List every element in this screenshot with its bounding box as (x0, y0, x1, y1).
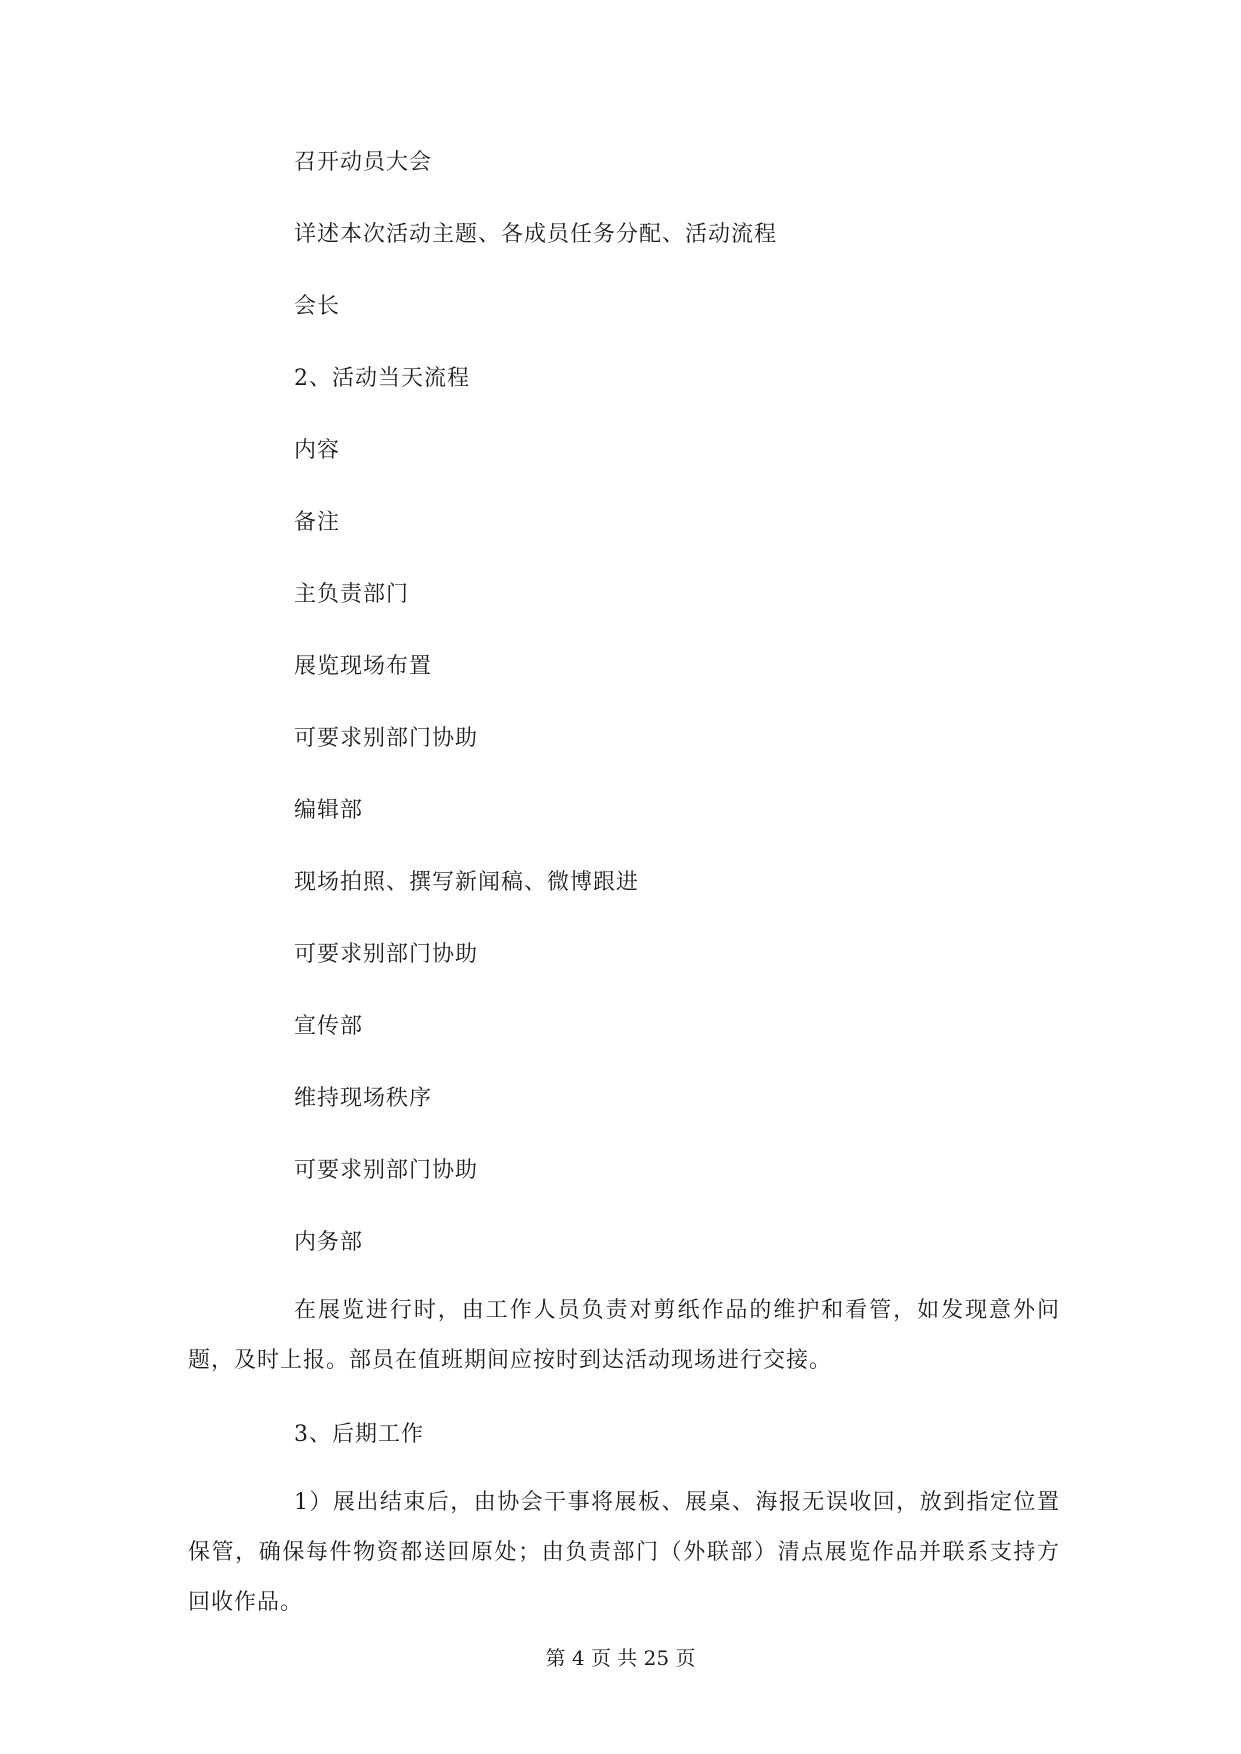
text-line: 可要求别部门协助 (294, 1158, 479, 1183)
text-line: 内容 (294, 438, 341, 463)
text-line: 内务部 (294, 1230, 364, 1255)
text-line: 编辑部 (294, 798, 364, 823)
text-line: 会长 (294, 294, 341, 319)
paragraph-post-work: 1）展出结束后，由协会干事将展板、展桌、海报无误收回，放到指定位置保管，确保每件物资都送回原处；由负责部门（外联部）清点展览作品并联系支持方回收作品。 (188, 1490, 1060, 1615)
text-line: 召开动员大会 (294, 150, 433, 175)
section-heading: 3、后期工作 (294, 1422, 424, 1447)
text-line: 维持现场秩序 (294, 1086, 433, 1111)
text-line: 宣传部 (294, 1014, 364, 1039)
text-line: 详述本次活动主题、各成员任务分配、活动流程 (294, 222, 778, 247)
page-footer: 第 4 页 共 25 页 (545, 1646, 696, 1670)
text-line: 备注 (294, 510, 341, 535)
text-line: 展览现场布置 (294, 654, 433, 679)
paragraph-exhibition-duty: 在展览进行时，由工作人员负责对剪纸作品的维护和看管，如发现意外问题，及时上报。部员在值班期间应按时到达活动现场进行交接。 (188, 1298, 1060, 1373)
text-line: 现场拍照、撰写新闻稿、微博跟进 (294, 870, 640, 895)
text-line: 主负责部门 (294, 582, 410, 607)
text-line: 可要求别部门协助 (294, 726, 479, 751)
text-line: 可要求别部门协助 (294, 942, 479, 967)
section-heading: 2、活动当天流程 (294, 366, 470, 391)
